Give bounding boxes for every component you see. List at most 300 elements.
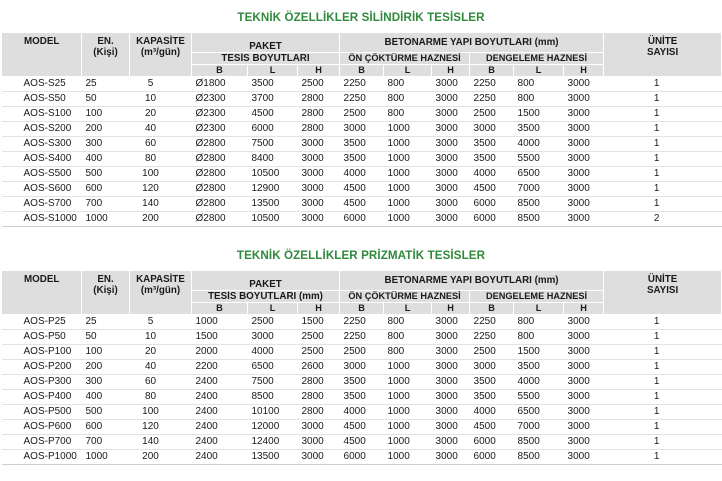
- cell-pre-b: 2250: [340, 92, 384, 107]
- header-package-l1: PAKET: [192, 33, 340, 53]
- cell-package-l: 6000: [248, 122, 298, 137]
- header-capacity: [130, 33, 192, 77]
- cell-units: 1: [604, 315, 722, 330]
- cell-model: AOS-P25: [2, 315, 82, 330]
- cell-pre-h: 3000: [432, 137, 470, 152]
- cell-capacity: 80: [130, 152, 192, 167]
- header-person-l1: EN.: [97, 36, 114, 47]
- header-bal-b: B: [470, 303, 514, 315]
- cell-pre-h: 3000: [432, 450, 470, 465]
- header-model: MODEL: [2, 33, 82, 77]
- cell-pre-b: 3000: [340, 122, 384, 137]
- cell-pre-h: 3000: [432, 390, 470, 405]
- cell-pre-l: 1000: [384, 182, 432, 197]
- cylindrical-table-header: [2, 33, 722, 77]
- header-units-l1: ÜNİTE: [647, 36, 678, 47]
- cell-pre-l: 1000: [384, 450, 432, 465]
- header-person: [82, 271, 130, 315]
- cell-package-b: Ø2300: [192, 122, 248, 137]
- cell-person: 600: [82, 182, 130, 197]
- cell-capacity: 20: [130, 107, 192, 122]
- cell-package-b: 2400: [192, 435, 248, 450]
- cell-units: 1: [604, 167, 722, 182]
- cell-pre-b: 4000: [340, 167, 384, 182]
- cell-bal-l: 6500: [514, 405, 564, 420]
- cell-package-l: 12000: [248, 420, 298, 435]
- table-row: [2, 450, 722, 465]
- cell-pre-l: 800: [384, 345, 432, 360]
- cell-capacity: 10: [130, 330, 192, 345]
- cell-person: 1000: [82, 450, 130, 465]
- cell-package-l: 6500: [248, 360, 298, 375]
- cell-package-l: 8400: [248, 152, 298, 167]
- cell-units: 1: [604, 77, 722, 92]
- cell-bal-b: 6000: [470, 212, 514, 227]
- cell-pre-l: 1000: [384, 122, 432, 137]
- cell-pre-h: 3000: [432, 435, 470, 450]
- cell-pre-b: 6000: [340, 212, 384, 227]
- cell-pre-l: 1000: [384, 420, 432, 435]
- header-units: [604, 271, 722, 315]
- cell-bal-h: 3000: [564, 390, 604, 405]
- cell-model: AOS-S400: [2, 152, 82, 167]
- cell-person: 25: [82, 77, 130, 92]
- cell-bal-l: 1500: [514, 107, 564, 122]
- header-units: [604, 33, 722, 77]
- cell-capacity: 40: [130, 360, 192, 375]
- cell-capacity: 120: [130, 182, 192, 197]
- cell-package-l: 13500: [248, 450, 298, 465]
- cell-package-h: 2800: [298, 375, 340, 390]
- cell-bal-b: 3500: [470, 375, 514, 390]
- cell-bal-b: 3500: [470, 390, 514, 405]
- cell-package-h: 3000: [298, 420, 340, 435]
- cell-bal-b: 3500: [470, 137, 514, 152]
- cell-package-b: Ø2800: [192, 167, 248, 182]
- prismatic-table-body: [2, 315, 722, 465]
- cell-package-l: 10500: [248, 212, 298, 227]
- cell-package-l: 13500: [248, 197, 298, 212]
- cell-model: AOS-P700: [2, 435, 82, 450]
- header-model: MODEL: [2, 271, 82, 315]
- cell-pre-h: 3000: [432, 182, 470, 197]
- cell-person: 400: [82, 152, 130, 167]
- cell-person: 300: [82, 137, 130, 152]
- table-row: [2, 197, 722, 212]
- cell-bal-l: 7000: [514, 420, 564, 435]
- cell-pre-l: 1000: [384, 137, 432, 152]
- cell-bal-l: 4000: [514, 375, 564, 390]
- cell-bal-l: 6500: [514, 167, 564, 182]
- cell-model: AOS-S600: [2, 182, 82, 197]
- cell-pre-b: 4000: [340, 405, 384, 420]
- cell-package-l: 12900: [248, 182, 298, 197]
- header-person-l2: (Kişi): [93, 47, 118, 58]
- cell-package-h: 2800: [298, 405, 340, 420]
- cell-pre-b: 2500: [340, 107, 384, 122]
- header-concrete: BETONARME YAPI BOYUTLARI (mm): [340, 271, 604, 291]
- cell-capacity: 140: [130, 435, 192, 450]
- header-package-l1: PAKET: [192, 271, 340, 291]
- cell-capacity: 60: [130, 375, 192, 390]
- table-row: [2, 212, 722, 227]
- cell-package-h: 3000: [298, 167, 340, 182]
- cell-units: 1: [604, 375, 722, 390]
- cell-units: 1: [604, 137, 722, 152]
- cell-package-b: Ø2300: [192, 107, 248, 122]
- cell-person: 50: [82, 330, 130, 345]
- cell-pre-b: 3500: [340, 152, 384, 167]
- header-pre-settling: ÖN ÇÖKTÜRME HAZNESİ: [340, 291, 470, 303]
- cell-bal-h: 3000: [564, 137, 604, 152]
- cell-capacity: 20: [130, 345, 192, 360]
- table-row: [2, 167, 722, 182]
- cell-package-l: 3000: [248, 330, 298, 345]
- table-row: [2, 330, 722, 345]
- cell-bal-b: 4500: [470, 420, 514, 435]
- cell-bal-h: 3000: [564, 315, 604, 330]
- cell-pre-l: 1000: [384, 375, 432, 390]
- cell-bal-h: 3000: [564, 435, 604, 450]
- prismatic-title: TEKNİK ÖZELLİKLER PRİZMATİK TESİSLER: [236, 249, 486, 262]
- cell-pre-l: 1000: [384, 152, 432, 167]
- header-pre-b: B: [340, 303, 384, 315]
- cylindrical-table: [1, 32, 722, 227]
- table-row: [2, 77, 722, 92]
- header-units-l2: SAYISI: [646, 47, 679, 58]
- cell-bal-h: 3000: [564, 420, 604, 435]
- cell-pre-l: 1000: [384, 197, 432, 212]
- header-person-l2: (Kişi): [93, 285, 118, 296]
- cell-package-h: 2600: [298, 360, 340, 375]
- cell-bal-l: 5500: [514, 390, 564, 405]
- cell-units: 1: [604, 390, 722, 405]
- cell-bal-l: 3500: [514, 360, 564, 375]
- cell-package-b: 1500: [192, 330, 248, 345]
- prismatic-table-header: [2, 271, 722, 315]
- cell-person: 200: [82, 122, 130, 137]
- cell-bal-l: 800: [514, 92, 564, 107]
- cell-pre-b: 3000: [340, 360, 384, 375]
- cell-pre-b: 4500: [340, 435, 384, 450]
- header-package-b: B: [192, 303, 248, 315]
- header-capacity-l1: KAPASİTE: [136, 274, 185, 285]
- cell-model: AOS-S200: [2, 122, 82, 137]
- header-capacity: [130, 271, 192, 315]
- cell-package-b: 2000: [192, 345, 248, 360]
- cell-model: AOS-P500: [2, 405, 82, 420]
- table-row: [2, 107, 722, 122]
- header-bal-h: H: [564, 303, 604, 315]
- cell-units: 1: [604, 435, 722, 450]
- cell-model: AOS-P1000: [2, 450, 82, 465]
- cell-model: AOS-P300: [2, 375, 82, 390]
- table-row: [2, 152, 722, 167]
- header-bal-l: L: [514, 303, 564, 315]
- cell-pre-l: 1000: [384, 212, 432, 227]
- cell-bal-b: 6000: [470, 450, 514, 465]
- cell-pre-b: 6000: [340, 450, 384, 465]
- header-capacity-l2: (m³/gün): [140, 47, 181, 58]
- cell-package-b: 2200: [192, 360, 248, 375]
- cell-model: AOS-P400: [2, 390, 82, 405]
- cell-bal-b: 2250: [470, 92, 514, 107]
- cell-bal-h: 3000: [564, 450, 604, 465]
- cylindrical-section: [0, 0, 722, 238]
- cell-pre-b: 3500: [340, 375, 384, 390]
- cell-package-h: 1500: [298, 315, 340, 330]
- cell-capacity: 80: [130, 390, 192, 405]
- cell-pre-l: 1000: [384, 167, 432, 182]
- cell-person: 500: [82, 167, 130, 182]
- cell-pre-h: 3000: [432, 375, 470, 390]
- cell-person: 700: [82, 435, 130, 450]
- cell-pre-b: 2250: [340, 315, 384, 330]
- header-bal-h: H: [564, 65, 604, 77]
- cell-package-b: 2400: [192, 420, 248, 435]
- table-row: [2, 360, 722, 375]
- cell-bal-h: 3000: [564, 360, 604, 375]
- cell-pre-b: 2250: [340, 77, 384, 92]
- cell-pre-b: 2500: [340, 345, 384, 360]
- header-person: [82, 33, 130, 77]
- cell-package-l: 4500: [248, 107, 298, 122]
- cell-package-h: 3000: [298, 152, 340, 167]
- cell-units: 1: [604, 92, 722, 107]
- cell-units: 2: [604, 212, 722, 227]
- cell-bal-h: 3000: [564, 330, 604, 345]
- cell-pre-h: 3000: [432, 77, 470, 92]
- cell-bal-b: 6000: [470, 435, 514, 450]
- cell-model: AOS-P100: [2, 345, 82, 360]
- header-package-b: B: [192, 65, 248, 77]
- cell-package-b: 2400: [192, 405, 248, 420]
- cell-units: 1: [604, 182, 722, 197]
- cell-units: 1: [604, 197, 722, 212]
- table-row: [2, 405, 722, 420]
- cell-package-h: 2800: [298, 92, 340, 107]
- cell-package-h: 3000: [298, 212, 340, 227]
- cell-package-b: 2400: [192, 390, 248, 405]
- cell-bal-h: 3000: [564, 345, 604, 360]
- cell-package-l: 7500: [248, 137, 298, 152]
- cell-model: AOS-S300: [2, 137, 82, 152]
- cell-pre-h: 3000: [432, 197, 470, 212]
- cell-capacity: 100: [130, 167, 192, 182]
- cell-package-h: 3000: [298, 450, 340, 465]
- cell-package-b: Ø2300: [192, 92, 248, 107]
- cell-model: AOS-P600: [2, 420, 82, 435]
- cell-package-l: 12400: [248, 435, 298, 450]
- cell-package-l: 4000: [248, 345, 298, 360]
- header-package-h: H: [298, 65, 340, 77]
- header-pre-b: B: [340, 65, 384, 77]
- cell-pre-h: 3000: [432, 167, 470, 182]
- cell-package-h: 3000: [298, 435, 340, 450]
- cell-person: 500: [82, 405, 130, 420]
- cell-capacity: 200: [130, 212, 192, 227]
- cell-package-b: 2400: [192, 375, 248, 390]
- cell-units: 1: [604, 345, 722, 360]
- prismatic-table: [1, 270, 722, 465]
- header-pre-h: H: [432, 65, 470, 77]
- cell-bal-h: 3000: [564, 167, 604, 182]
- cell-bal-h: 3000: [564, 375, 604, 390]
- header-capacity-l2: (m³/gün): [140, 285, 181, 296]
- cell-bal-h: 3000: [564, 92, 604, 107]
- cell-bal-h: 3000: [564, 212, 604, 227]
- cell-capacity: 100: [130, 405, 192, 420]
- cell-person: 25: [82, 315, 130, 330]
- cell-pre-l: 800: [384, 77, 432, 92]
- cell-pre-h: 3000: [432, 345, 470, 360]
- cell-pre-h: 3000: [432, 405, 470, 420]
- cell-bal-l: 4000: [514, 137, 564, 152]
- cell-pre-l: 1000: [384, 435, 432, 450]
- header-units-l1: ÜNİTE: [647, 274, 678, 285]
- cell-bal-l: 800: [514, 330, 564, 345]
- cell-bal-b: 3000: [470, 360, 514, 375]
- cell-pre-b: 2250: [340, 330, 384, 345]
- cell-package-l: 2500: [248, 315, 298, 330]
- cell-capacity: 140: [130, 197, 192, 212]
- cell-package-h: 2800: [298, 122, 340, 137]
- cell-person: 200: [82, 360, 130, 375]
- header-pre-l: L: [384, 65, 432, 77]
- table-row: [2, 390, 722, 405]
- cell-bal-h: 3000: [564, 405, 604, 420]
- cell-package-b: Ø2800: [192, 197, 248, 212]
- cell-bal-h: 3000: [564, 182, 604, 197]
- header-pre-h: H: [432, 303, 470, 315]
- cell-pre-l: 800: [384, 107, 432, 122]
- cell-package-l: 3500: [248, 77, 298, 92]
- cell-person: 100: [82, 107, 130, 122]
- cell-capacity: 200: [130, 450, 192, 465]
- cell-units: 1: [604, 107, 722, 122]
- cell-model: AOS-S25: [2, 77, 82, 92]
- cell-units: 1: [604, 450, 722, 465]
- cell-bal-l: 8500: [514, 435, 564, 450]
- cell-package-h: 2800: [298, 390, 340, 405]
- header-package-l2: TESİS BOYUTLARI (mm): [192, 291, 340, 303]
- cell-capacity: 120: [130, 420, 192, 435]
- cell-model: AOS-P50: [2, 330, 82, 345]
- cell-package-b: 2400: [192, 450, 248, 465]
- cell-bal-b: 2250: [470, 77, 514, 92]
- cell-pre-h: 3000: [432, 122, 470, 137]
- cell-capacity: 10: [130, 92, 192, 107]
- cell-pre-b: 3500: [340, 137, 384, 152]
- cell-person: 100: [82, 345, 130, 360]
- cell-units: 1: [604, 330, 722, 345]
- cell-bal-h: 3000: [564, 107, 604, 122]
- header-balancing: DENGELEME HAZNESİ: [470, 291, 604, 303]
- header-pre-l: L: [384, 303, 432, 315]
- cell-capacity: 40: [130, 122, 192, 137]
- cell-package-l: 3700: [248, 92, 298, 107]
- cell-bal-b: 2500: [470, 345, 514, 360]
- cell-pre-h: 3000: [432, 152, 470, 167]
- cell-package-h: 2500: [298, 77, 340, 92]
- table-row: [2, 182, 722, 197]
- table-row: [2, 315, 722, 330]
- cell-pre-h: 3000: [432, 212, 470, 227]
- cell-person: 400: [82, 390, 130, 405]
- cell-bal-l: 800: [514, 315, 564, 330]
- cell-person: 600: [82, 420, 130, 435]
- cell-package-h: 3000: [298, 197, 340, 212]
- table-row: [2, 137, 722, 152]
- cell-package-h: 2500: [298, 345, 340, 360]
- cell-pre-b: 4500: [340, 420, 384, 435]
- cell-units: 1: [604, 122, 722, 137]
- cell-model: AOS-S50: [2, 92, 82, 107]
- header-person-l1: EN.: [97, 274, 114, 285]
- cell-package-b: Ø2800: [192, 182, 248, 197]
- table-row: [2, 92, 722, 107]
- cell-package-l: 8500: [248, 390, 298, 405]
- cell-model: AOS-S1000: [2, 212, 82, 227]
- cell-bal-l: 8500: [514, 212, 564, 227]
- cell-package-h: 3000: [298, 182, 340, 197]
- cell-package-l: 7500: [248, 375, 298, 390]
- cell-package-b: Ø1800: [192, 77, 248, 92]
- cell-pre-h: 3000: [432, 330, 470, 345]
- cell-package-b: Ø2800: [192, 152, 248, 167]
- cell-pre-h: 3000: [432, 92, 470, 107]
- cell-package-h: 3000: [298, 137, 340, 152]
- cell-pre-h: 3000: [432, 107, 470, 122]
- header-package-l2: TESİS BOYUTLARI: [192, 53, 340, 65]
- header-concrete: BETONARME YAPI BOYUTLARI (mm): [340, 33, 604, 53]
- cell-bal-b: 3000: [470, 122, 514, 137]
- cell-pre-l: 800: [384, 330, 432, 345]
- cell-bal-b: 4000: [470, 405, 514, 420]
- cell-pre-l: 1000: [384, 360, 432, 375]
- cell-pre-l: 1000: [384, 390, 432, 405]
- cell-bal-l: 3500: [514, 122, 564, 137]
- cell-units: 1: [604, 152, 722, 167]
- cell-bal-b: 2250: [470, 315, 514, 330]
- header-pre-settling: ÖN ÇÖKTÜRME HAZNESİ: [340, 53, 470, 65]
- header-bal-l: L: [514, 65, 564, 77]
- cell-bal-h: 3000: [564, 77, 604, 92]
- cell-capacity: 5: [130, 315, 192, 330]
- cell-person: 300: [82, 375, 130, 390]
- cell-package-b: Ø2800: [192, 137, 248, 152]
- cell-model: AOS-S500: [2, 167, 82, 182]
- cell-bal-b: 4500: [470, 182, 514, 197]
- table-row: [2, 345, 722, 360]
- cell-pre-b: 3500: [340, 390, 384, 405]
- cell-pre-b: 4500: [340, 182, 384, 197]
- cell-package-h: 2500: [298, 330, 340, 345]
- header-units-l2: SAYISI: [646, 285, 679, 296]
- cell-capacity: 60: [130, 137, 192, 152]
- cell-package-b: 1000: [192, 315, 248, 330]
- cell-person: 50: [82, 92, 130, 107]
- cell-pre-h: 3000: [432, 315, 470, 330]
- cell-bal-h: 3000: [564, 122, 604, 137]
- header-package-l: L: [248, 303, 298, 315]
- cell-pre-b: 4500: [340, 197, 384, 212]
- cell-bal-b: 4000: [470, 167, 514, 182]
- cell-pre-h: 3000: [432, 420, 470, 435]
- cell-person: 700: [82, 197, 130, 212]
- cell-bal-b: 2250: [470, 330, 514, 345]
- cell-capacity: 5: [130, 77, 192, 92]
